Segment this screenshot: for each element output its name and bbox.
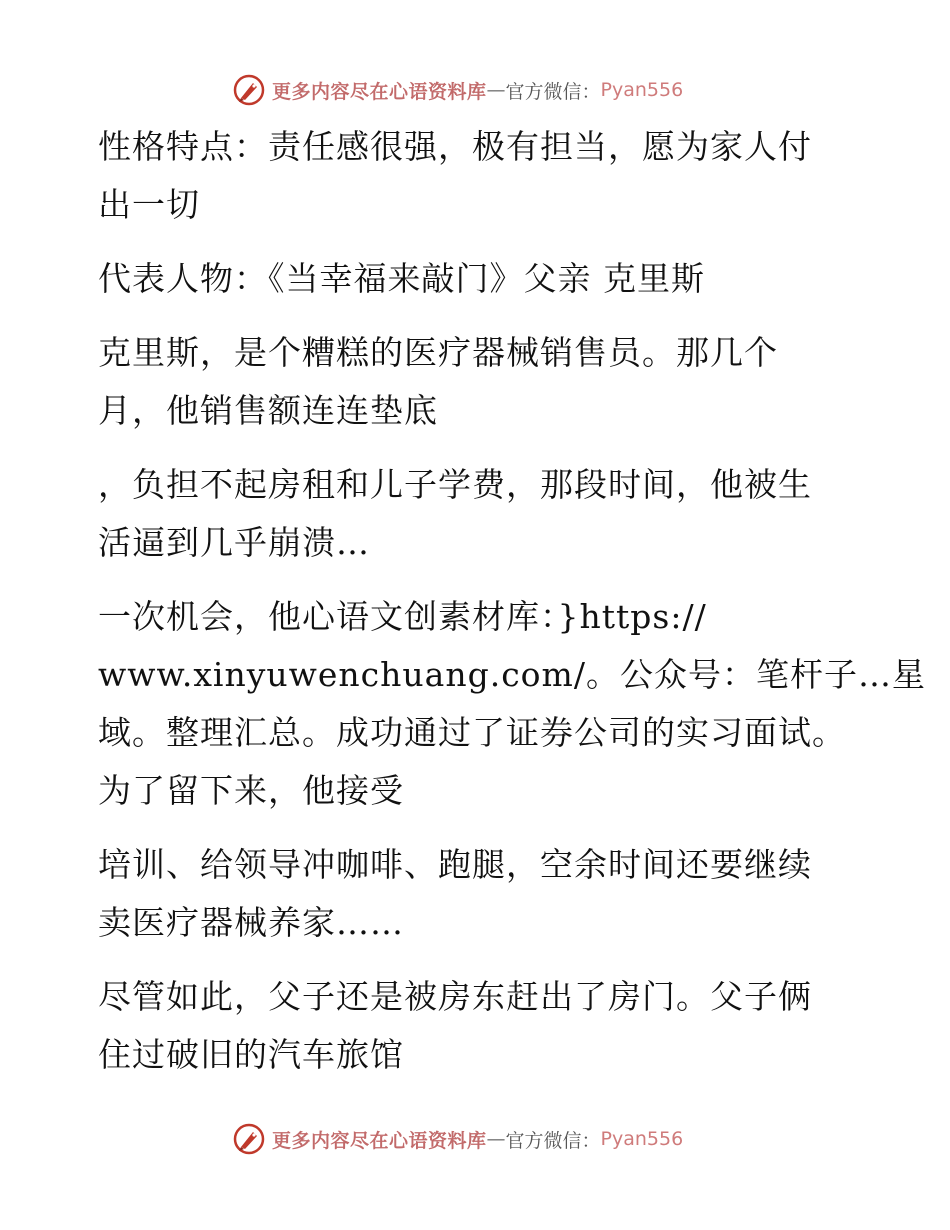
paragraph-line: 为了留下来，他接受 <box>98 771 404 810</box>
paragraph-representative <box>98 250 838 308</box>
watermark-separator: — <box>486 79 506 101</box>
paragraph-hardship <box>98 456 838 572</box>
document-body <box>98 118 926 1100</box>
paragraph-line: 域。整理汇总。成功通过了证券公司的实习面试。 <box>98 713 846 752</box>
paragraph-line: 尽管如此，父子还是被房东赶出了房门。父子俩 <box>98 977 812 1016</box>
watermark-separator: — <box>486 1128 506 1150</box>
footer-watermark <box>232 1121 752 1157</box>
paragraph-line: 月，他销售额连连垫底 <box>98 391 438 430</box>
header-watermark <box>232 72 752 108</box>
pen-nib-logo-icon <box>232 1122 266 1156</box>
watermark-main-text: 更多内容尽在心语资料库 <box>272 80 487 103</box>
paragraph-personality <box>98 118 838 234</box>
pen-nib-logo-icon <box>232 73 266 107</box>
watermark-wechat-label: 官方微信： <box>505 1129 601 1152</box>
paragraph-line: 代表人物：《当幸福来敲门》父亲 克里斯 <box>98 259 705 298</box>
paragraph-line: 性格特点：责任感很强，极有担当，愿为家人付 <box>98 127 812 166</box>
paragraph-line: www.xinyuwenchuang.com/。公众号：笔杆子…星 <box>98 655 926 694</box>
paragraph-line: 活逼到几乎崩溃… <box>98 523 370 562</box>
paragraph-chris-intro <box>98 324 838 440</box>
paragraph-line: 出一切 <box>98 185 200 224</box>
paragraph-opportunity <box>98 588 926 820</box>
watermark-wechat-id: Pyan556 <box>600 1128 684 1150</box>
paragraph-line: 住过破旧的汽车旅馆 <box>98 1035 404 1074</box>
watermark-wechat-label: 官方微信： <box>505 80 601 103</box>
paragraph-line: ，负担不起房租和儿子学费，那段时间，他被生 <box>98 465 812 504</box>
paragraph-evicted <box>98 968 838 1084</box>
paragraph-line: 克里斯，是个糟糕的医疗器械销售员。那几个 <box>98 333 778 372</box>
paragraph-training <box>98 836 838 952</box>
watermark-wechat-id: Pyan556 <box>600 79 684 101</box>
paragraph-line: 一次机会，他心语文创素材库：}https:// <box>98 597 707 636</box>
paragraph-line: 卖医疗器械养家…… <box>98 903 404 942</box>
paragraph-line: 培训、给领导冲咖啡、跑腿，空余时间还要继续 <box>98 845 812 884</box>
watermark-main-text: 更多内容尽在心语资料库 <box>272 1129 487 1152</box>
